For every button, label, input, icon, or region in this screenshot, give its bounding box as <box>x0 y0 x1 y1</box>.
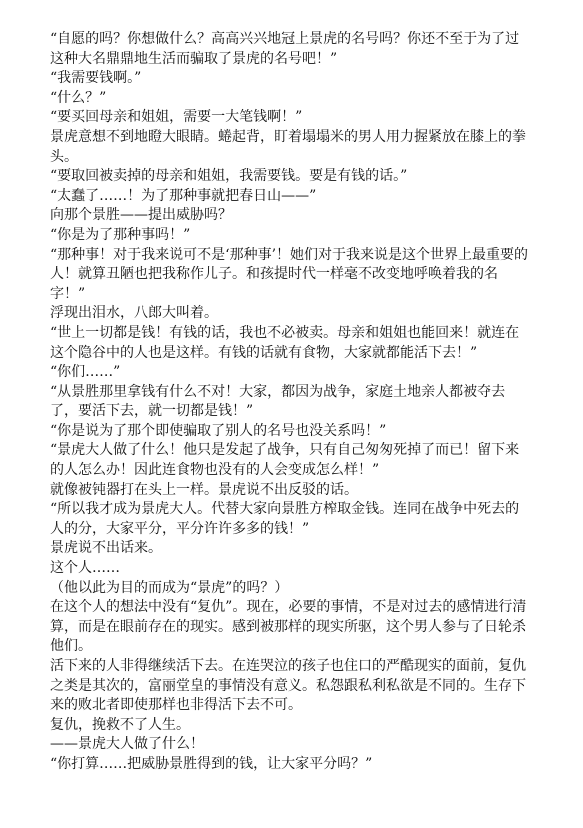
paragraph: 在这个人的想法中没有“复仇”。现在，必要的事情，不是对过去的感情进行清算，而是在眼前存在的现实。感到被那样的现实所驱，这个男人参与了日轮杀他们。 <box>50 599 527 655</box>
paragraph: “我需要钱啊。” <box>50 70 142 87</box>
paragraph: ——景虎大人做了什么！ <box>50 736 204 753</box>
paragraph: “你是为了那种事吗！” <box>50 226 191 243</box>
paragraph: “你们……” <box>50 364 121 381</box>
paragraph: 复仇，挽救不了人生。 <box>50 716 190 733</box>
paragraph: 景虎意想不到地瞪大眼睛。蜷起背，盯着塌塌米的男人用力握紧放在膝上的拳头。 <box>50 128 526 165</box>
paragraph: “要买回母亲和姐姐，需要一大笔钱啊！” <box>50 109 303 126</box>
paragraph: 就像被钝器打在头上一样。景虎说不出反驳的话。 <box>50 481 358 498</box>
paragraph: “太蠢了……！为了那种事就把春日山——” <box>50 187 317 204</box>
document-page <box>50 30 530 775</box>
paragraph: “从景胜那里拿钱有什么不对！大家，都因为战争，家庭土地亲人都被夺去了，要活下去，就一切都是钱！” <box>50 383 506 420</box>
paragraph: 向那个景胜——提出威胁吗？ <box>50 207 232 224</box>
paragraph: “景虎大人做了什么！他只是发起了战争，只有自己匆匆死掉了而已！留下来的人怎么办！因此连食物也没有的人会变成怎么样！” <box>50 442 520 479</box>
paragraph: “什么？” <box>50 89 107 106</box>
paragraph: “那种事！对于我来说可不是‘那种事’！她们对于我来说是这个世界上最重要的人！就算丑陋也把我称作儿子。和孩提时代一样毫不改变地呼唤着我的名字！” <box>50 246 529 302</box>
paragraph: 浮现出泪水，八郎大叫着。 <box>50 305 218 322</box>
paragraph: “所以我才成为景虎大人。代替大家向景胜方榨取金钱。连同在战争中死去的人的分，大家平分，平分许许多多的钱！” <box>50 501 520 537</box>
paragraph: “自愿的吗？你想做什么？高高兴兴地冠上景虎的名号吗？你还不至于为了过这种大名鼎鼎地生活而骗取了景虎的名号吧！” <box>50 31 520 67</box>
paragraph: “你是说为了那个即使骗取了别人的名号也没关系吗！” <box>50 422 387 439</box>
paragraph: “你打算……把威胁景胜得到的钱，让大家平分吗？” <box>50 755 373 772</box>
paragraph: 活下来的人非得继续活下去。在连哭泣的孩子也住口的严酷现实的面前，复仇之类是其次的，富丽堂皇的事情没有意义。私怨跟私利私欲是不同的。生存下来的败北者即使那样也非得活下去不可。 <box>50 658 526 714</box>
paragraph: “世上一切都是钱！有钱的话，我也不必被卖。母亲和姐姐也能回来！就连在这个隐谷中的人也是这样。有钱的话就有食物，大家就都能活下去！” <box>50 324 520 361</box>
paragraph: 景虎说不出话来。 <box>50 540 162 557</box>
paragraph: （他以此为目的而成为“景虎”的吗？） <box>50 579 289 596</box>
paragraph: 这个人…… <box>50 560 120 577</box>
paragraph: “要取回被卖掉的母亲和姐姐，我需要钱。要是有钱的话。” <box>50 168 408 185</box>
